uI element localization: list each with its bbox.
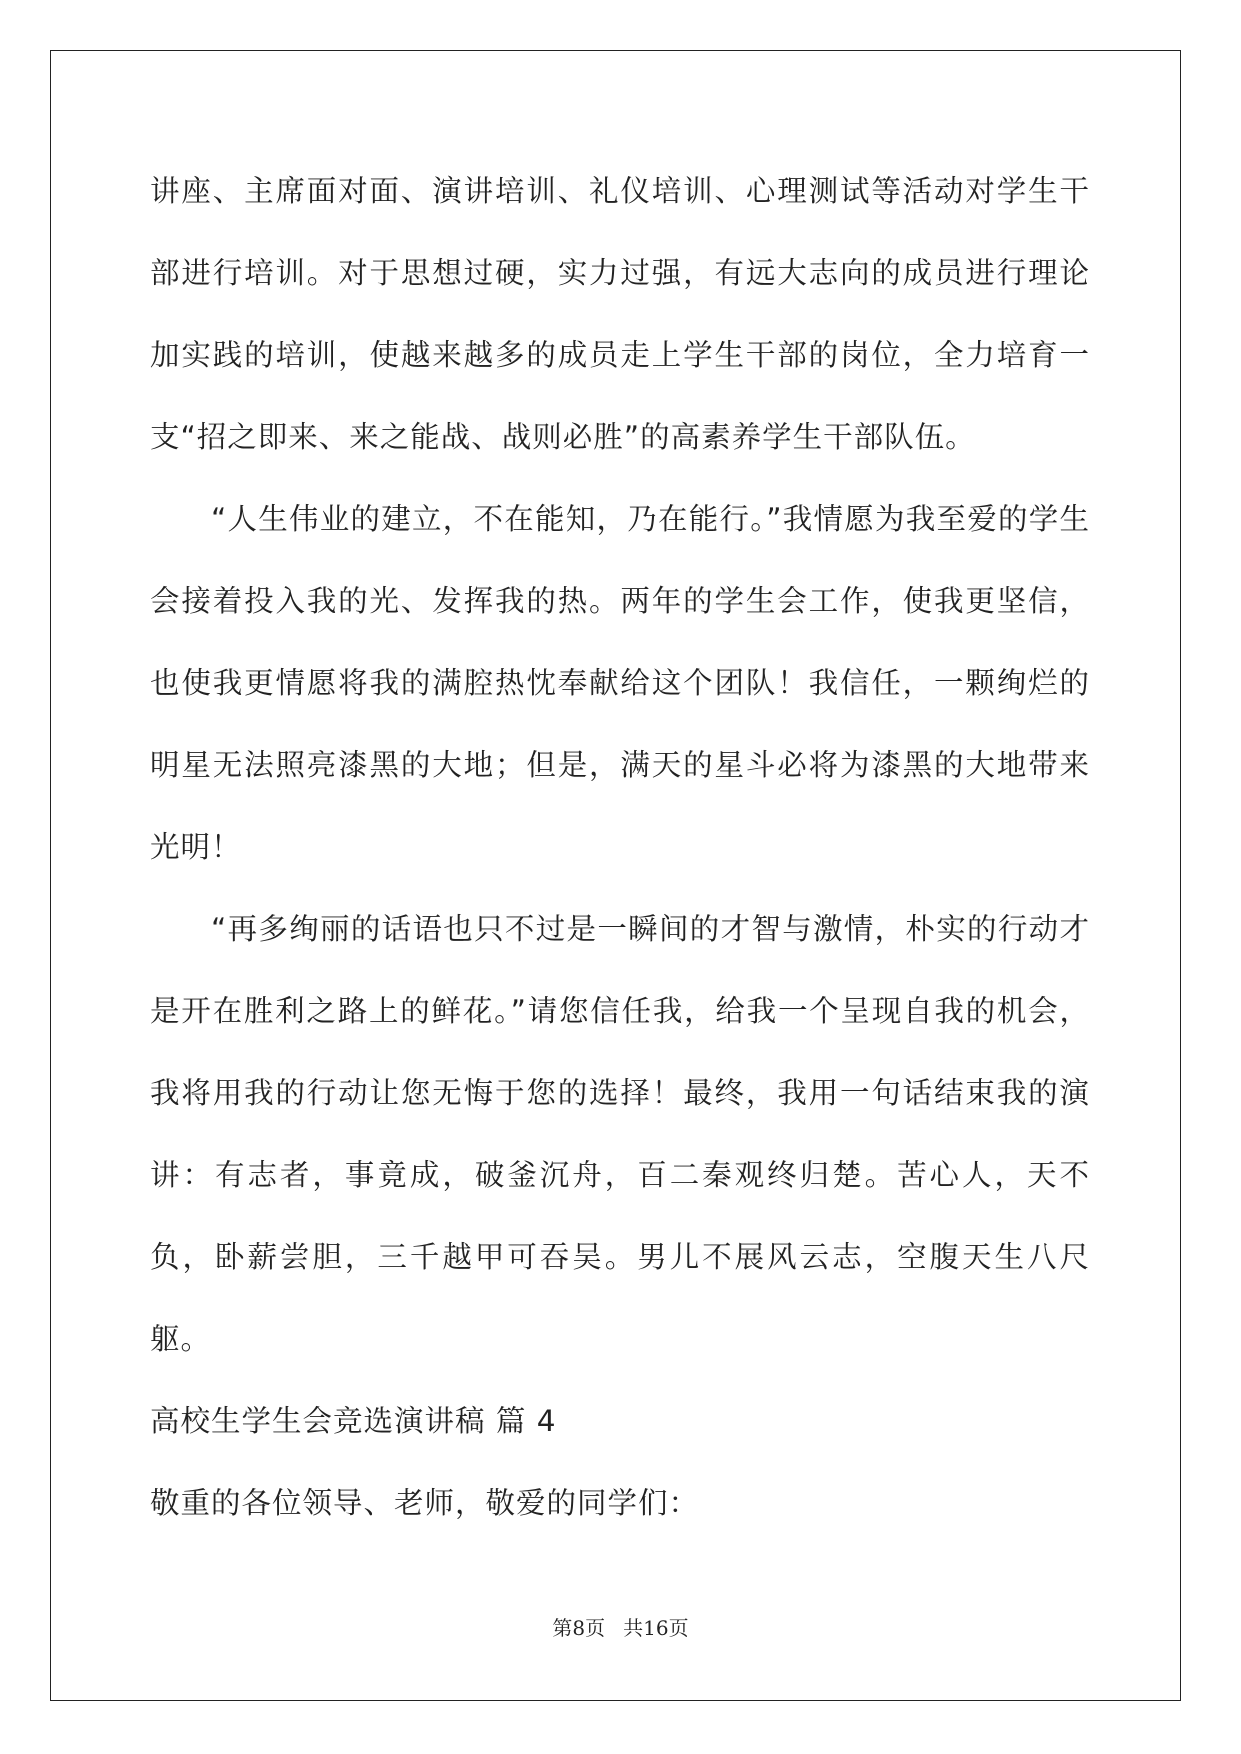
section-heading: 高校生学生会竞选演讲稿 篇 4	[150, 1404, 557, 1438]
page-footer	[0, 1612, 1241, 1641]
salutation: 敬重的各位领导、老师，敬爱的同学们：	[150, 1486, 700, 1520]
body-paragraph-2: “人生伟业的建立，不在能知，乃在能行。”我情愿为我至爱的学生会接着投入我的光、发挥我的热。两年的学生会工作，使我更坚信，也使我更情愿将我的满腔热忱奉献给这个团队！我信任，一颗绚烂的明星无法照亮漆黑的大地；但是，满天的星斗必将为漆黑的大地带来光明！	[150, 502, 1090, 864]
page-number-total: 共16页	[623, 1616, 689, 1640]
body-paragraph-1: 讲座、主席面对面、演讲培训、礼仪培训、心理测试等活动对学生干部进行培训。对于思想过硬，实力过强，有远大志向的成员进行理论加实践的培训，使越来越多的成员走上学生干部的岗位，全力培育一支“招之即来、来之能战、战则必胜”的高素养学生干部队伍。	[150, 174, 1090, 454]
page-number-current: 第8页	[552, 1616, 606, 1640]
body-paragraph-3: “再多绚丽的话语也只不过是一瞬间的才智与激情，朴实的行动才是开在胜利之路上的鲜花。”请您信任我，给我一个呈现自我的机会，我将用我的行动让您无悔于您的选择！最终，我用一句话结束我的演讲：有志者，事竟成，破釜沉舟，百二秦观终归楚。苦心人，天不负，卧薪尝胆，三千越甲可吞吴。男儿不展风云志，空腹天生八尺躯。	[150, 912, 1090, 1356]
document-body	[150, 150, 1090, 1544]
